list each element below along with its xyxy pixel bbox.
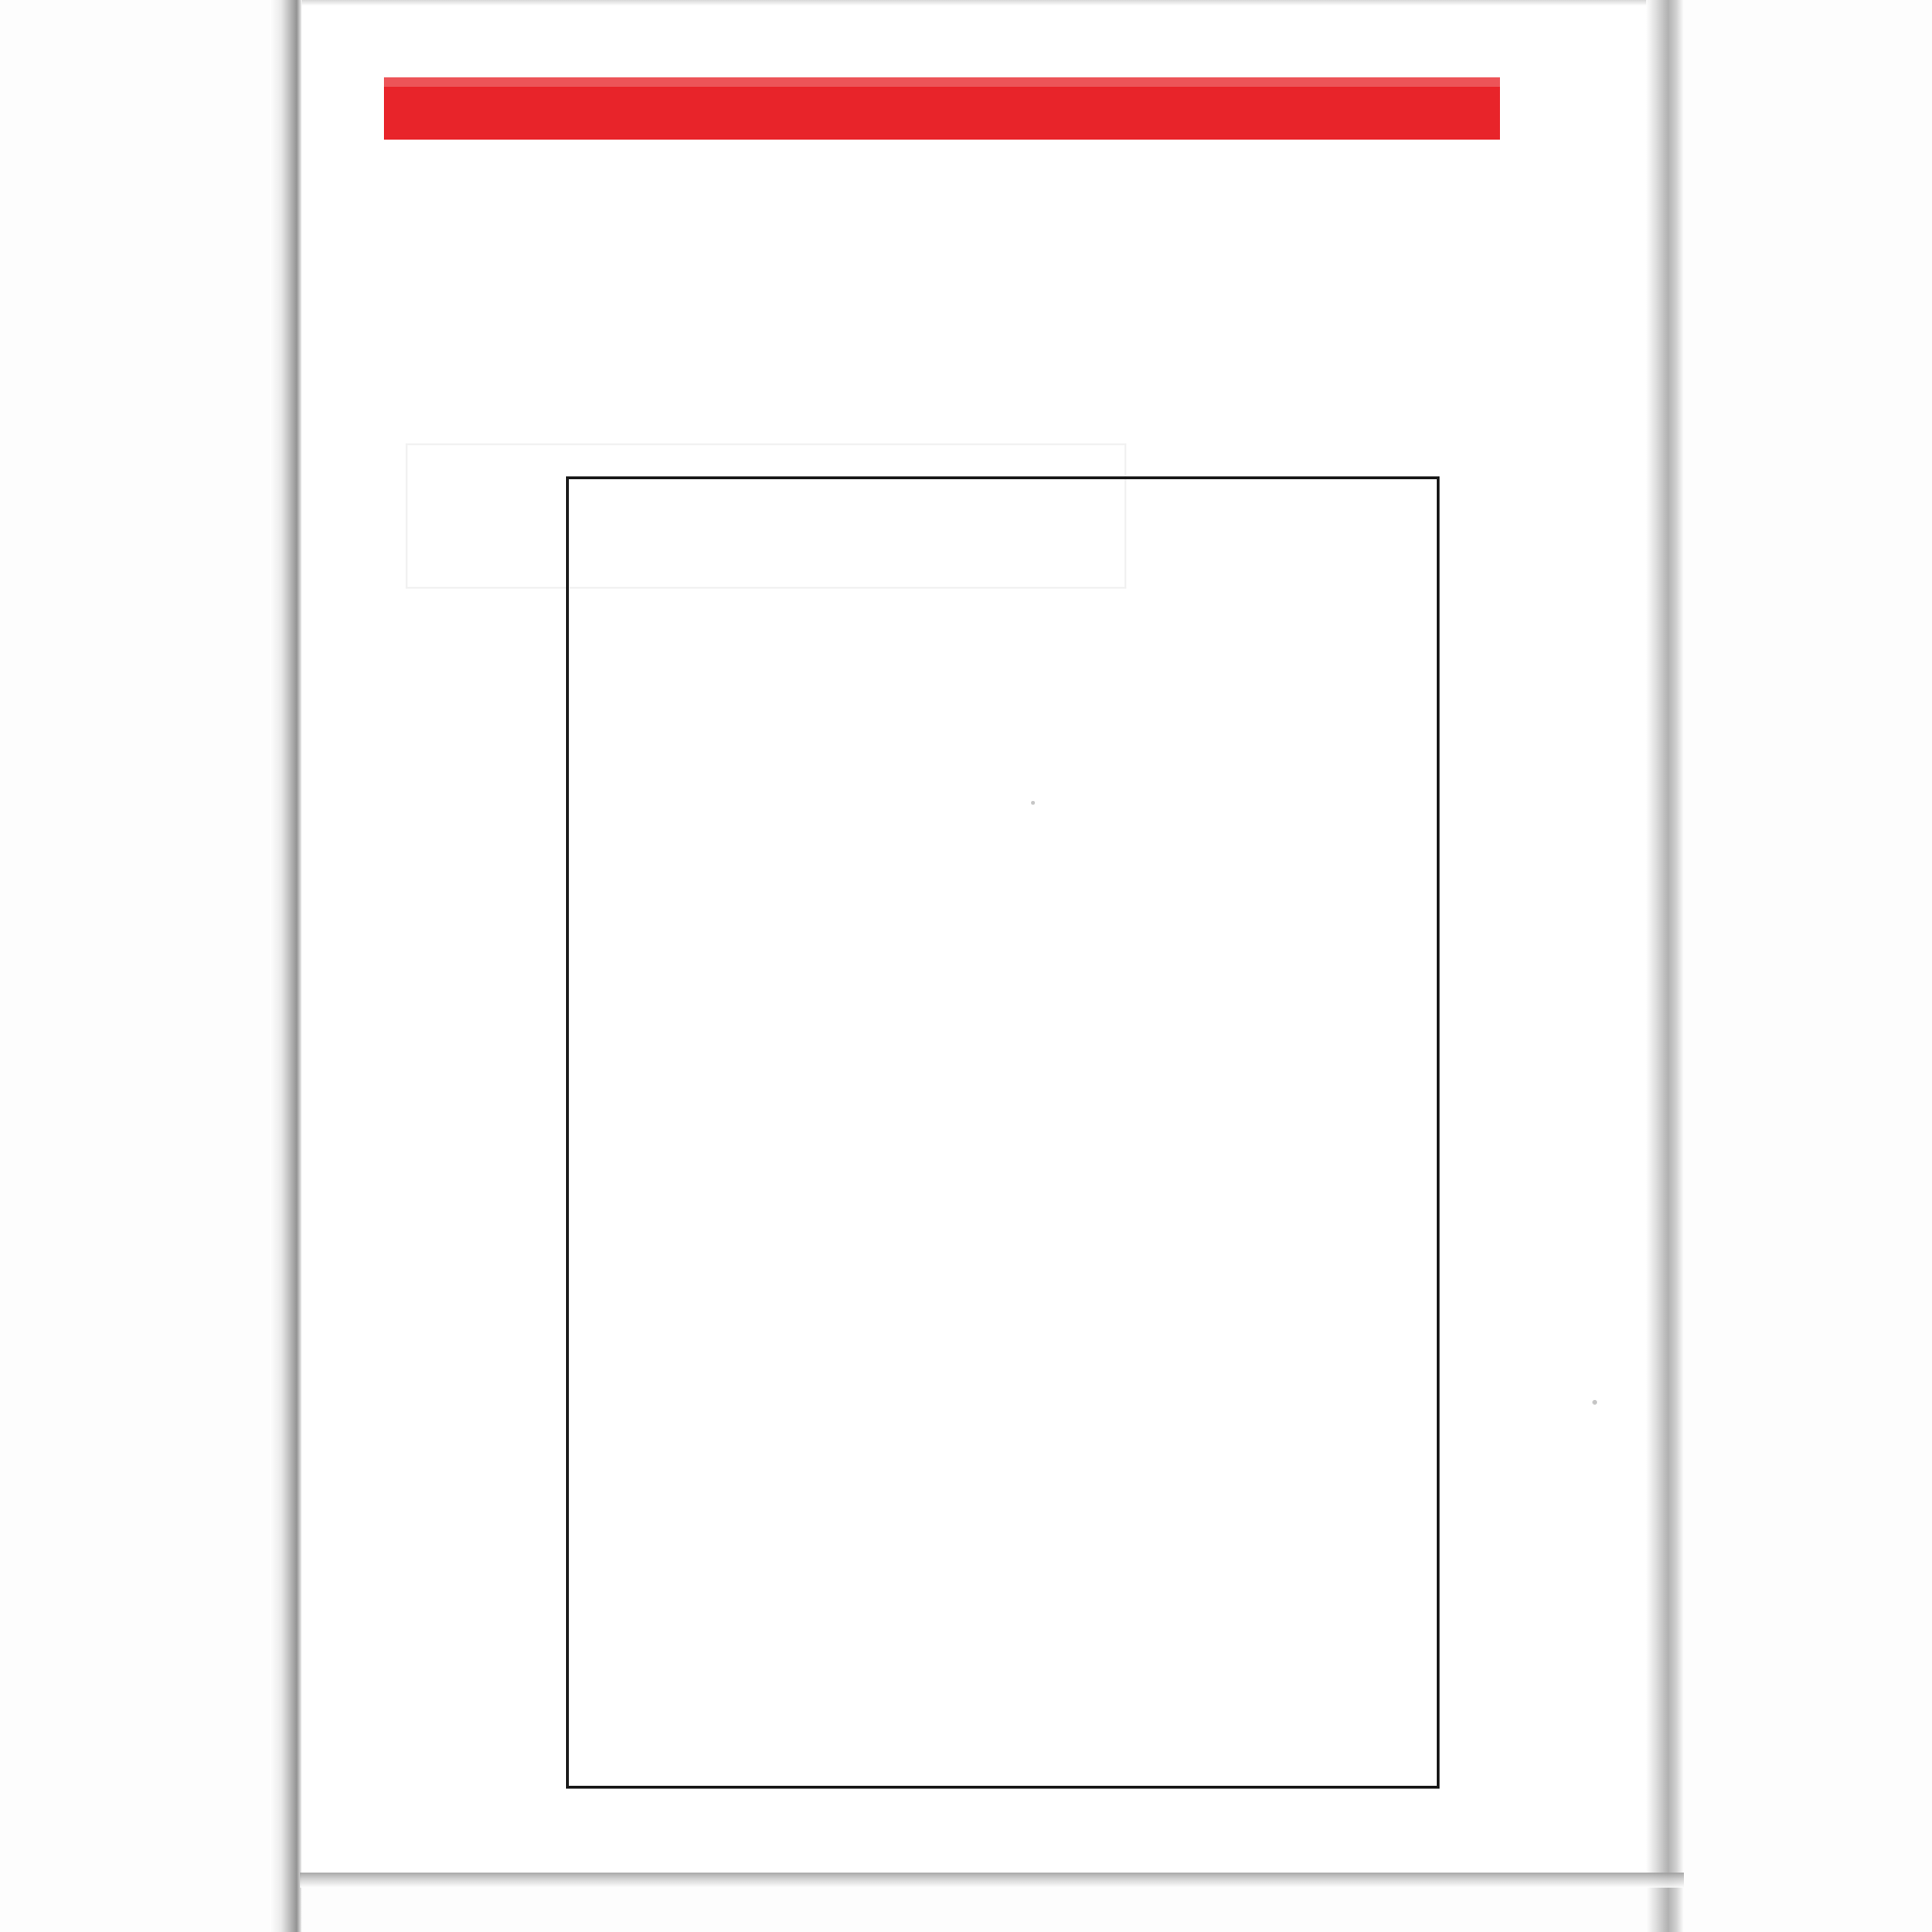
page-bottom-edge (300, 1873, 1684, 1888)
scan-speck (1592, 1400, 1597, 1405)
scan-speck (1031, 801, 1035, 805)
test-banner (384, 77, 1500, 140)
page-top-edge (300, 0, 1649, 6)
questions-box (566, 476, 1440, 1789)
book-gutter-left (270, 0, 302, 1932)
book-gutter-right (1646, 0, 1684, 1932)
